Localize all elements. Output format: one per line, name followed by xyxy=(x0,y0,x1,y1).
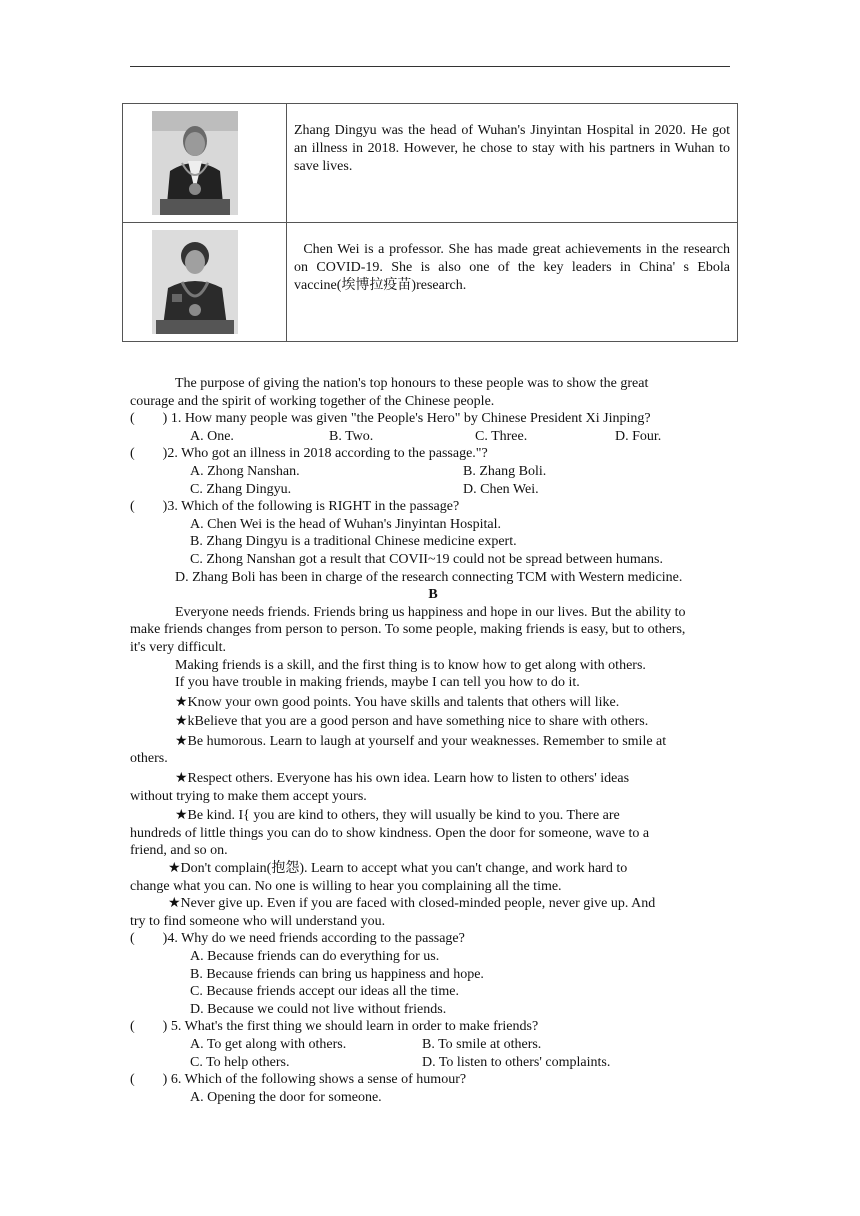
passage-line: it's very difficult. xyxy=(130,639,226,655)
intro-line: courage and the spirit of working together of the Chinese people. xyxy=(130,393,495,409)
tip-line: ★Know your own good points. You have skills and talents that others will like. xyxy=(175,694,620,710)
option: A. Opening the door for someone. xyxy=(190,1089,382,1105)
option: D. Because we could not live without friends. xyxy=(190,1001,447,1017)
option: B. Zhang Boli. xyxy=(463,463,547,479)
option: C. To help others. xyxy=(190,1054,290,1070)
option: D. Chen Wei. xyxy=(463,481,539,497)
tip-line: ★Respect others. Everyone has his own idea. Learn how to listen to others' ideas xyxy=(175,771,630,787)
tip-line: friend, and so on. xyxy=(130,843,228,859)
section-heading: B xyxy=(428,587,438,603)
option: C. Zhong Nanshan got a result that COVII~19 could not be spread between humans. xyxy=(190,551,663,567)
q2-options xyxy=(130,463,736,481)
option: C. Zhang Dingyu. xyxy=(190,481,292,497)
tip-line: try to find someone who will understand you. xyxy=(130,913,386,929)
table-row xyxy=(123,104,738,223)
question-3: ( )3. Which of the following is RIGHT in the passage? xyxy=(130,499,460,515)
passage-line: make friends changes from person to person. To some people, making friends is easy, but to others, xyxy=(130,622,686,638)
option: B. Two. xyxy=(329,428,374,444)
question-1: ( ) 1. How many people was given "the People's Hero" by Chinese President Xi Jinping? xyxy=(130,411,651,427)
tip-line: ★Never give up. Even if you are faced with closed-minded people, never give up. And xyxy=(168,896,656,912)
person-description: Zhang Dingyu was the head of Wuhan's Jinyintan Hospital in 2020. He got an illness in 2018. However, he chose to stay with his partners in Wuhan to save lives. xyxy=(287,104,738,223)
photo-cell xyxy=(123,223,287,342)
tip-line: change what you can. No one is willing to hear you complaining all the time. xyxy=(130,878,562,894)
option: A. Zhong Nanshan. xyxy=(190,463,300,479)
photo-cell xyxy=(123,104,287,223)
tip-line: ★Be humorous. Learn to laugh at yourself and your weaknesses. Remember to smile at xyxy=(175,733,667,749)
tip-line: hundreds of little things you can do to show kindness. Open the door for someone, wave to a xyxy=(130,825,650,841)
option: C. Three. xyxy=(475,428,528,444)
tip-line: others. xyxy=(130,751,168,767)
people-table xyxy=(122,103,738,342)
passage-line: Everyone needs friends. Friends bring us happiness and hope in our lives. But the ability to xyxy=(175,604,686,620)
tip-line: ★kBelieve that you are a good person and have something nice to share with others. xyxy=(175,714,649,730)
q5-options xyxy=(130,1054,736,1072)
option: A. Chen Wei is the head of Wuhan's Jinyintan Hospital. xyxy=(190,516,501,532)
document-body xyxy=(130,375,736,1106)
option: B. Zhang Dingyu is a traditional Chinese medicine expert. xyxy=(190,534,517,550)
q2-options xyxy=(130,481,736,499)
tip-line: ★Be kind. I{ you are kind to others, they will usually be kind to you. There are xyxy=(175,808,620,824)
question-6: ( ) 6. Which of the following shows a sense of humour? xyxy=(130,1072,467,1088)
question-5: ( ) 5. What's the first thing we should learn in order to make friends? xyxy=(130,1019,539,1035)
question-2: ( )2. Who got an illness in 2018 according to the passage."? xyxy=(130,446,488,462)
person-description: Chen Wei is a professor. She has made great achievements in the research on COVID-19. She is also one of the key leaders in China' s Ebola vaccine(埃博拉疫苗)research. xyxy=(287,223,738,342)
tip-line: ★Don't complain(抱怨). Learn to accept what you can't change, and work hard to xyxy=(168,861,628,877)
question-4: ( )4. Why do we need friends according to the passage? xyxy=(130,931,465,947)
option: D. Zhang Boli has been in charge of the research connecting TCM with Western medicine. xyxy=(175,569,683,585)
header-rule xyxy=(130,66,730,67)
passage-line: Making friends is a skill, and the first thing is to know how to get along with others. xyxy=(175,657,646,673)
passage-line: If you have trouble in making friends, maybe I can tell you how to do it. xyxy=(175,675,580,691)
option: A. One. xyxy=(190,428,234,444)
option: D. Four. xyxy=(615,428,662,444)
man-in-suit-with-medal-photo xyxy=(152,111,238,215)
q1-options xyxy=(130,428,736,446)
option: B. To smile at others. xyxy=(422,1036,542,1052)
q5-options xyxy=(130,1036,736,1054)
option: A. To get along with others. xyxy=(190,1036,347,1052)
option: B. Because friends can bring us happiness and hope. xyxy=(190,966,484,982)
table-row xyxy=(123,223,738,342)
option: C. Because friends accept our ideas all the time. xyxy=(190,984,460,1000)
option: A. Because friends can do everything for us. xyxy=(190,949,440,964)
woman-in-uniform-with-medal-photo xyxy=(152,230,238,334)
intro-line: The purpose of giving the nation's top honours to these people was to show the great xyxy=(175,376,649,391)
option: D. To listen to others' complaints. xyxy=(422,1054,611,1070)
tip-line: without trying to make them accept yours. xyxy=(130,788,367,804)
